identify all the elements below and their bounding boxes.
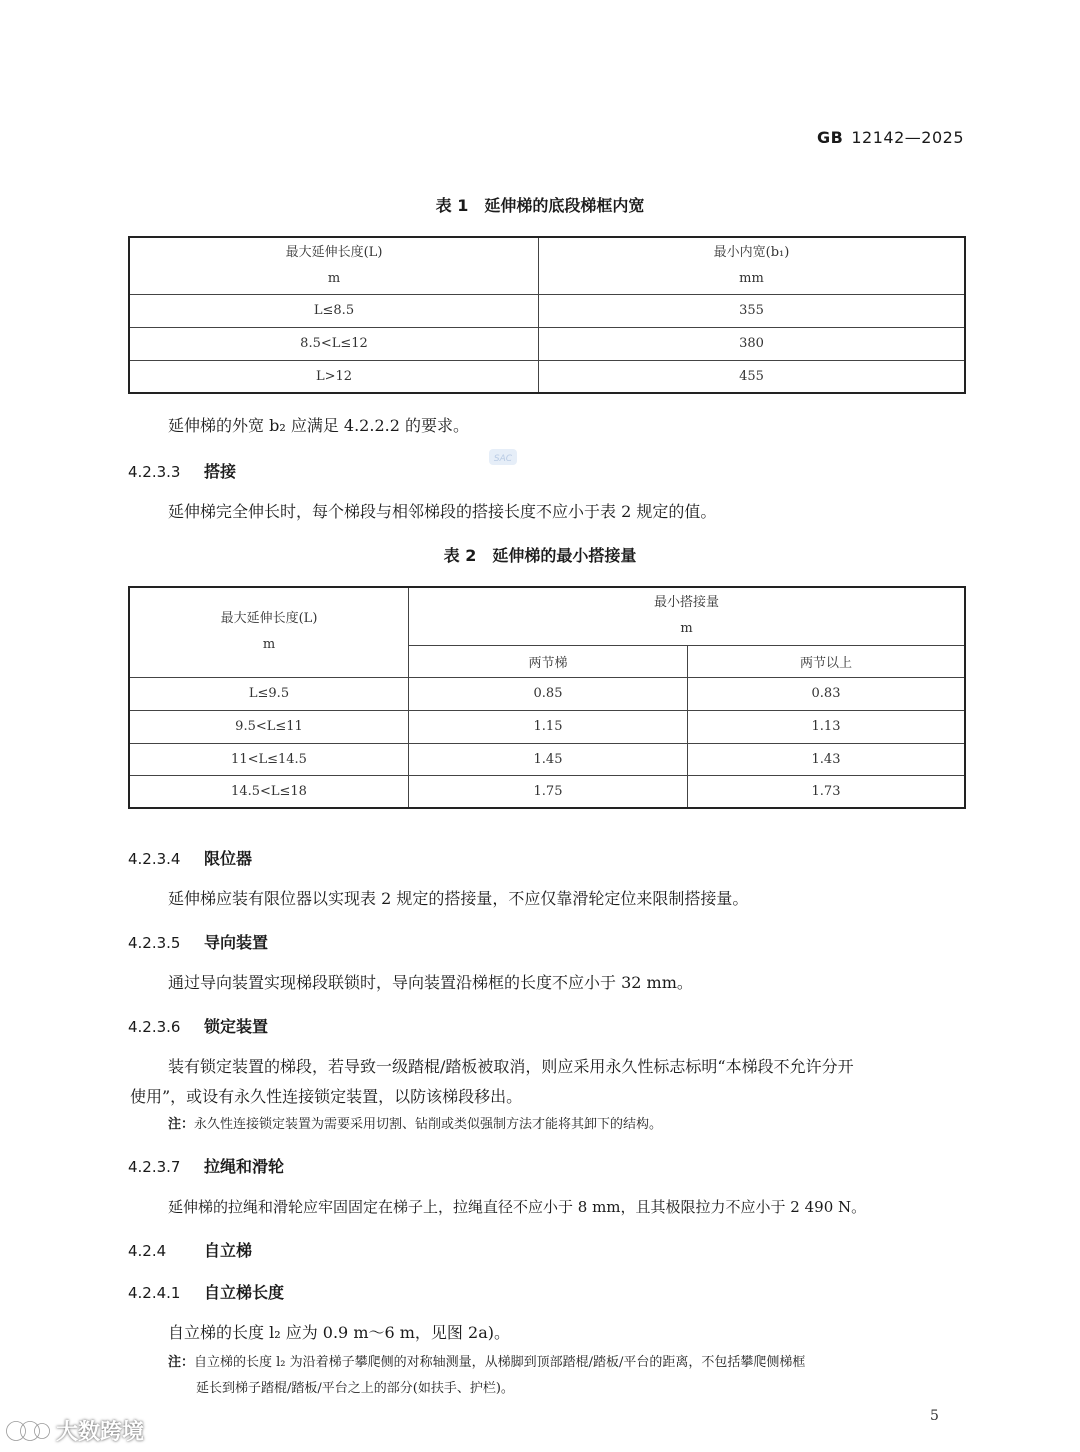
table-row: 9.5<L≤11 1.15 1.13 bbox=[129, 710, 965, 743]
table1-header-length: 最大延伸长度(L) m bbox=[129, 237, 539, 294]
table1 bbox=[128, 236, 966, 394]
clause-4241: 4.2.4.1 自立梯长度 bbox=[128, 1283, 285, 1302]
clause-4235: 4.2.3.5 导向装置 bbox=[128, 933, 269, 952]
clause-424: 4.2.4 自立梯 bbox=[128, 1241, 253, 1260]
paragraph-rope: 延伸梯的拉绳和滑轮应牢固固定在梯子上，拉绳直径不应小于 8 mm，且其极限拉力不应小于 2 490 N。 bbox=[168, 1198, 867, 1216]
table-row: 14.5<L≤18 1.75 1.73 bbox=[129, 775, 965, 808]
paragraph-outer-width: 延伸梯的外宽 b₂ 应满足 4.2.2.2 的要求。 bbox=[168, 416, 469, 435]
paragraph-limiter: 延伸梯应装有限位器以实现表 2 规定的搭接量，不应仅靠滑轮定位来限制搭接量。 bbox=[168, 889, 749, 908]
sac-logo-icon bbox=[488, 447, 518, 467]
watermark bbox=[6, 1415, 144, 1446]
table2-subheader-two-section: 两节梯 bbox=[409, 645, 688, 677]
table-row: 8.5<L≤12 380 bbox=[129, 327, 965, 360]
table2-header-overlap: 最小搭接量 m bbox=[409, 587, 966, 645]
note-lock: 注：永久性连接锁定装置为需要采用切割、钻削或类似强制方法才能将其卸下的结构。 bbox=[168, 1117, 663, 1132]
table-row: 11<L≤14.5 1.45 1.43 bbox=[129, 743, 965, 775]
paragraph-overlap: 延伸梯完全伸长时，每个梯段与相邻梯段的搭接长度不应小于表 2 规定的值。 bbox=[168, 502, 717, 521]
standard-prefix: GB bbox=[817, 128, 844, 147]
table2 bbox=[128, 586, 966, 809]
clause-4236: 4.2.3.6 锁定装置 bbox=[128, 1017, 269, 1036]
table-row: L>12 455 bbox=[129, 360, 965, 393]
paragraph-guide: 通过导向装置实现梯段联锁时，导向装置沿梯框的长度不应小于 32 mm。 bbox=[168, 973, 693, 992]
table-row: L≤9.5 0.85 0.83 bbox=[129, 677, 965, 710]
paragraph-lock: 装有锁定装置的梯段，若导致一级踏棍/踏板被取消，则应采用永久性标志标明“本梯段不允许分开 使用”，或设有永久性连接锁定装置，以防该梯段移出。 bbox=[130, 1057, 854, 1106]
table2-title: 表 2 延伸梯的最小搭接量 bbox=[443, 546, 637, 565]
table-row: L≤8.5 355 bbox=[129, 294, 965, 327]
clause-4237: 4.2.3.7 拉绳和滑轮 bbox=[128, 1157, 285, 1176]
standard-number: 12142—2025 bbox=[851, 128, 964, 147]
table2-subheader-multi-section: 两节以上 bbox=[688, 645, 966, 677]
clause-4234: 4.2.3.4 限位器 bbox=[128, 849, 253, 868]
paragraph-length: 自立梯的长度 l₂ 应为 0.9 m～6 m，见图 2a)。 bbox=[168, 1323, 510, 1342]
page-number: 5 bbox=[930, 1408, 939, 1424]
brand-logo-icon bbox=[6, 1416, 50, 1446]
note-length: 注：自立梯的长度 l₂ 为沿着梯子攀爬侧的对称轴测量，从梯脚到顶部踏棍/踏板/平台的距离，不包括攀爬侧梯框 延长到梯子踏棍/踏板/平台之上的部分(如扶手、护栏)。 bbox=[168, 1355, 806, 1396]
table1-title: 表 1 延伸梯的底段梯框内宽 bbox=[435, 196, 645, 215]
table1-header-width: 最小内宽(b₁) mm bbox=[539, 237, 966, 294]
table2-header-length: 最大延伸长度(L) m bbox=[129, 587, 409, 677]
clause-4233: 4.2.3.3 搭接 bbox=[128, 462, 237, 481]
standard-code bbox=[817, 128, 964, 147]
svg-text:SAC: SAC bbox=[493, 454, 513, 464]
watermark-text: 大数跨境 bbox=[56, 1420, 145, 1445]
